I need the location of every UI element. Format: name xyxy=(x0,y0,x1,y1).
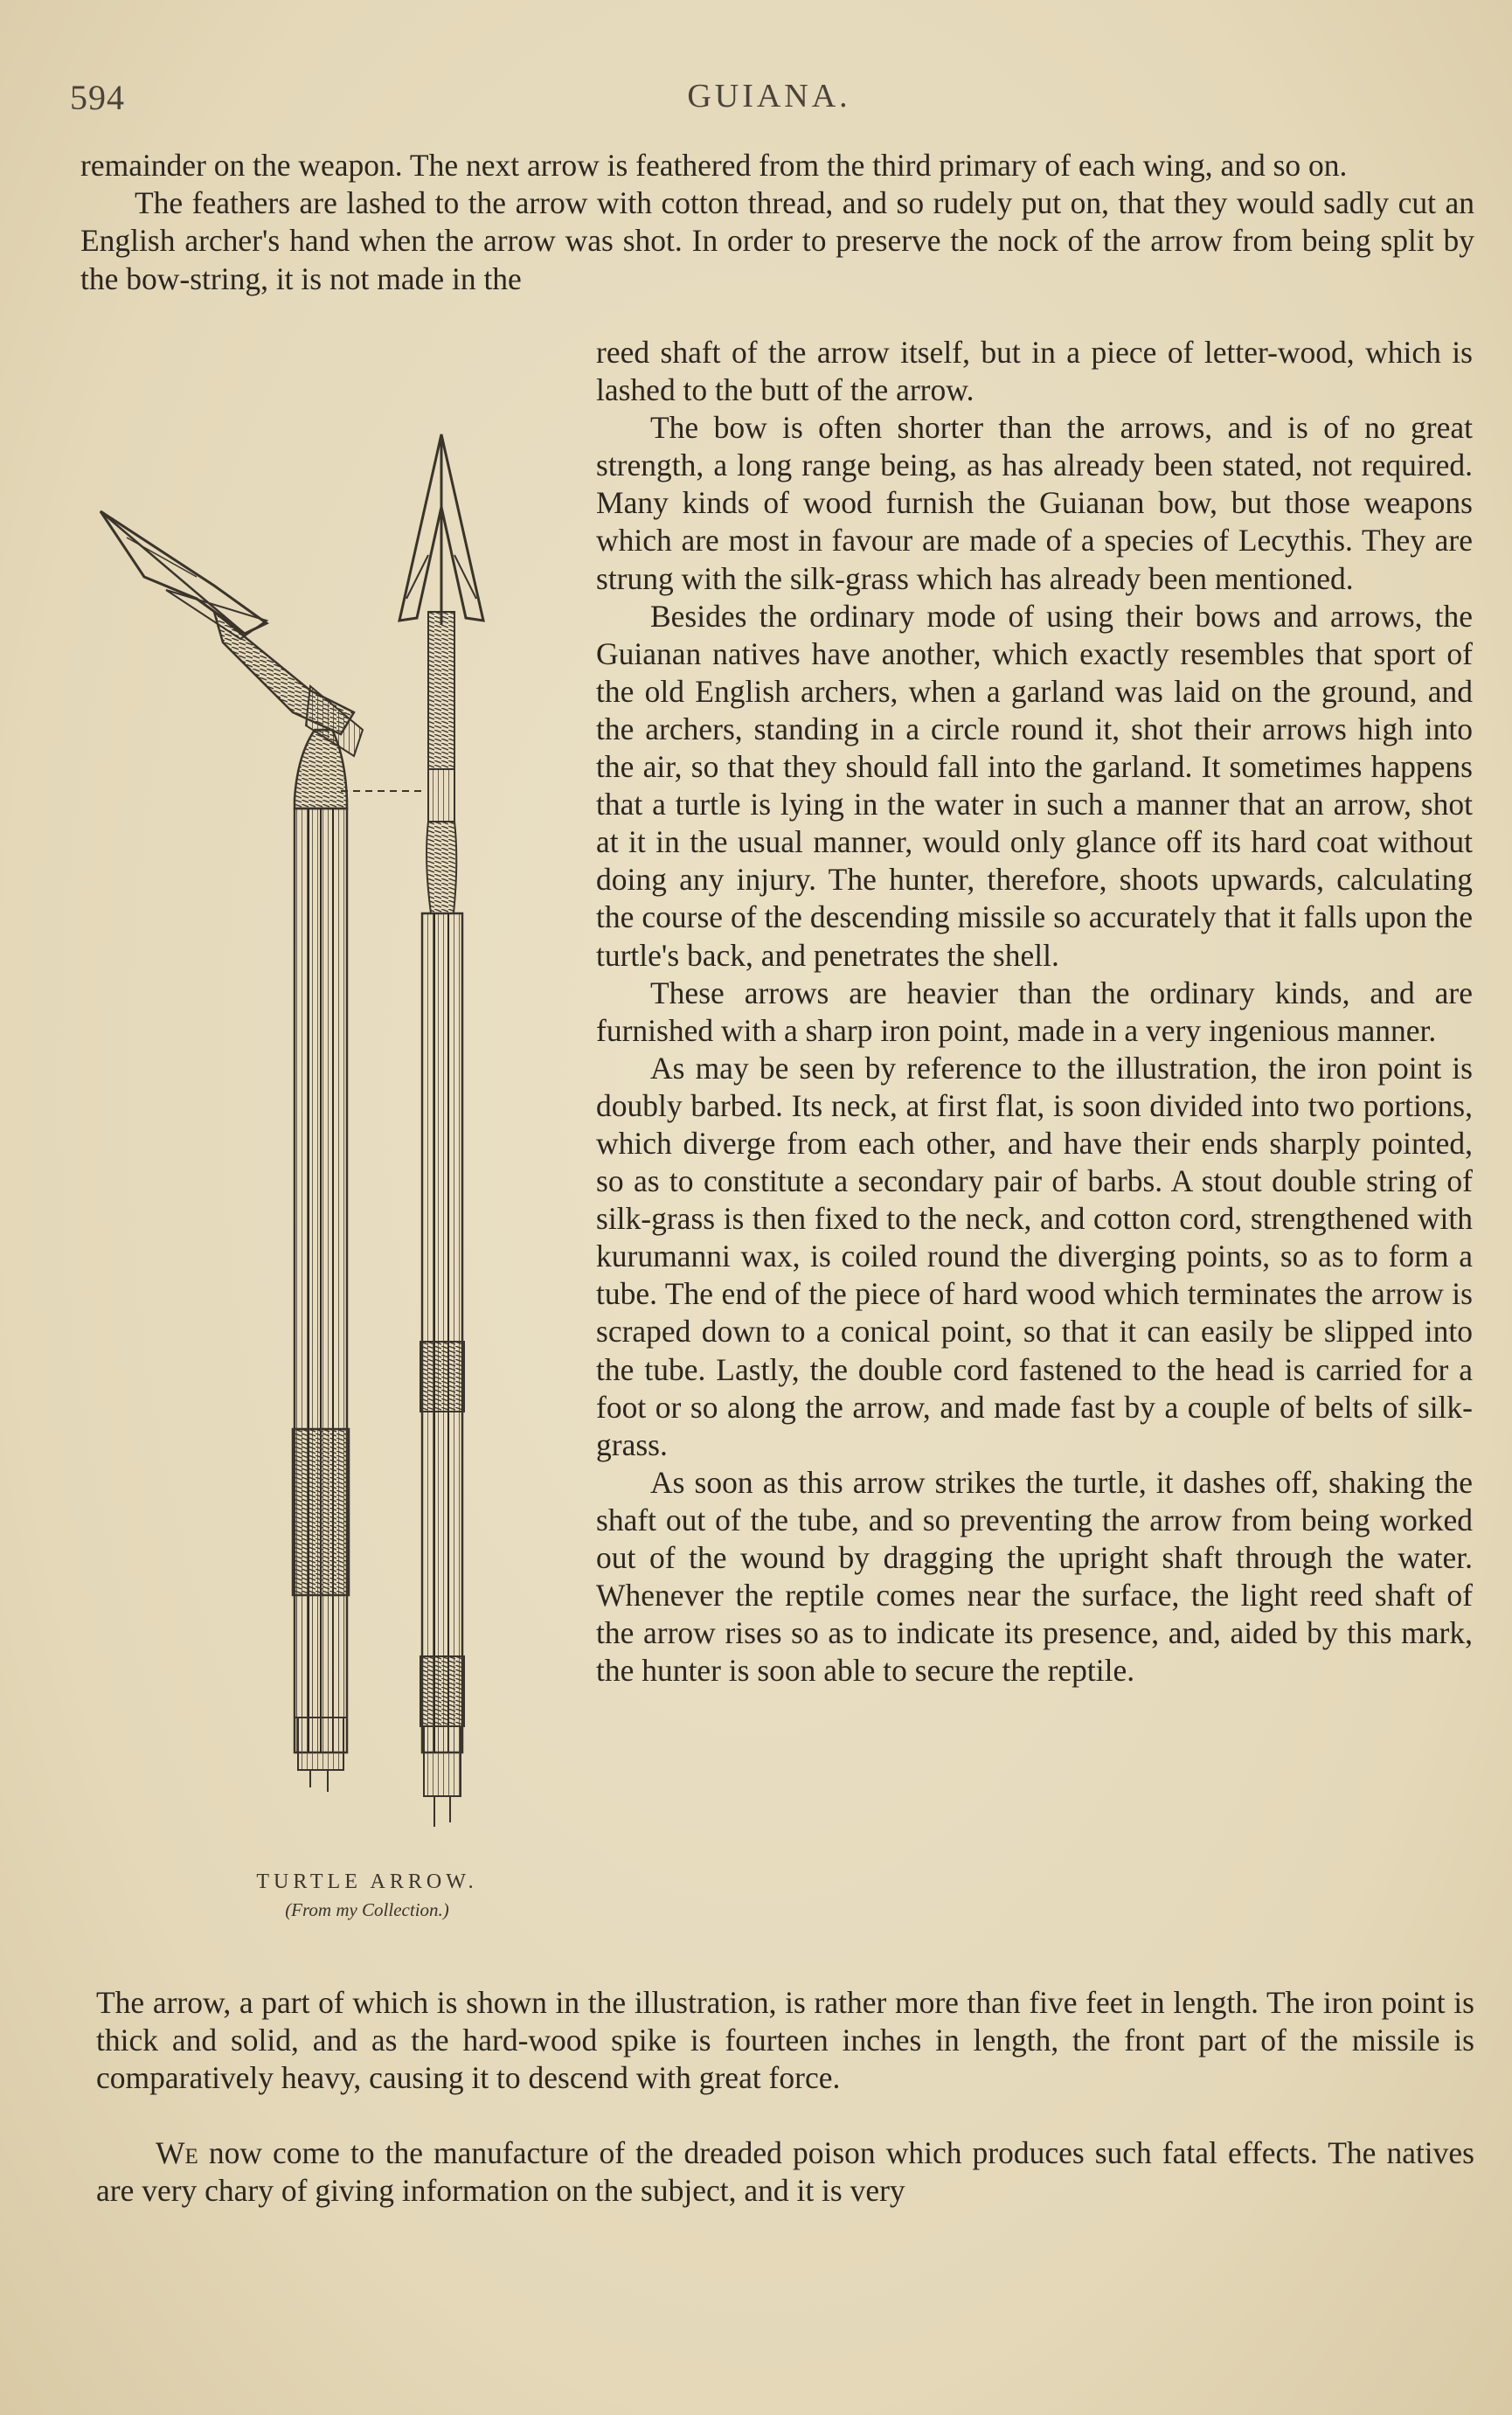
paragraph-bow: The bow is often shorter than the arrows, and is of no great strength, a long range being, as has already been stated, not required. Many kinds of wood furnish the Guianan bow, but those weapons which are most in favour are made of a species of Lecythis. They are strung with the silk-grass which has already been mentioned. xyxy=(596,410,1473,596)
caption-source: (From my Collection.) xyxy=(285,1899,449,1920)
paragraph-iron-point: As may be seen by reference to the illustration, the iron point is doubly barbed. Its neck, at first flat, is soon divided into two portions, which diverge from each other, and have their ends sharply pointed, so as to constitute a secondary pair of barbs. A stout double string of silk-grass is then fixed to the neck, and cotton cord, strengthened with kurumanni wax, is coiled round the diverging points, so as to form a tube. The end of the piece of hard wood which terminates the arrow is scraped down to a conical point, so that it can easily be slipped into the tube. Lastly, the double cord fastened to the head is carried for a foot or so along the arrow, and made fast by a couple of belts of silk-grass. xyxy=(596,1050,1473,1462)
left-arrow-shaft xyxy=(293,730,349,1792)
paragraph-reed-shaft: reed shaft of the arrow itself, but in a piece of letter-wood, which is lashed to the butt of the arrow. xyxy=(596,335,1473,408)
figure-caption xyxy=(175,1870,559,1921)
drop-lead-word: We xyxy=(156,2134,198,2170)
right-arrow-shaft xyxy=(420,769,464,1827)
right-column-text xyxy=(596,334,1473,1690)
poison-text: now come to the manufacture of the dreaded poison which produces such fatal effects. The natives are very chary of giving information on the subject, and it is very xyxy=(96,2134,1474,2208)
paragraph-turtle-shooting: Besides the ordinary mode of using their bows and arrows, the Guianan natives have another, which exactly resembles that sport of the old English archers, when a garland was laid on the ground, and the archers, standing in a circle round it, shot their arrows high into the air, so that they should fall into the garland. It sometimes happens that a turtle is lying in the water in such a manner that an arrow, shot at it in the usual manner, would only glance off its hard coat without doing any injury. The hunter, therefore, shoots upwards, calculating the course of the descending missile so accurately that it falls upon the turtle's back, and penetrates the shell. xyxy=(596,598,1473,973)
paragraph-heavier-arrows: These arrows are heavier than the ordinary kinds, and are furnished with a sharp iron point, made in a very ingenious manner. xyxy=(596,975,1473,1048)
paragraph-arrow-length: The arrow, a part of which is shown in the illustration, is rather more than five feet in length. The iron point is thick and solid, and as the hard-wood spike is fourteen inches in length, the front part of the missile is comparatively heavy, causing it to descend with great force. xyxy=(96,1985,1474,2096)
upright-arrow-head xyxy=(399,434,483,769)
page-number: 594 xyxy=(70,78,125,117)
running-title: GUIANA. xyxy=(687,78,851,115)
bottom-text-block xyxy=(96,1984,1474,2210)
paragraph-poison xyxy=(96,2134,1474,2210)
paragraph-continuation: remainder on the weapon. The next arrow is feathered from the third primary of each wing, and so on. xyxy=(80,148,1348,183)
caption-title: TURTLE ARROW. xyxy=(256,1870,478,1893)
page-header xyxy=(70,77,1468,121)
top-text-block xyxy=(80,147,1474,298)
paragraph-feathers: The feathers are lashed to the arrow with cotton thread, and so rudely put on, that they would sadly cut an English archer's hand when the arrow was shot. In order to preserve the nock of the arrow from being split by the bow-string, it is not made in the xyxy=(80,185,1474,296)
turtle-arrow-illustration xyxy=(92,424,546,1857)
paragraph-strike: As soon as this arrow strikes the turtle, it dashes off, shaking the shaft out of the tube, and so preventing the arrow from being worked out of the wound by dragging the upright shaft through the water. Whenever the reptile comes near the surface, the light reed shaft of the arrow rises so as to indicate its presence, and, aided by this mark, the hunter is soon able to secure the reptile. xyxy=(596,1464,1473,1689)
angled-arrow-head xyxy=(101,511,363,756)
